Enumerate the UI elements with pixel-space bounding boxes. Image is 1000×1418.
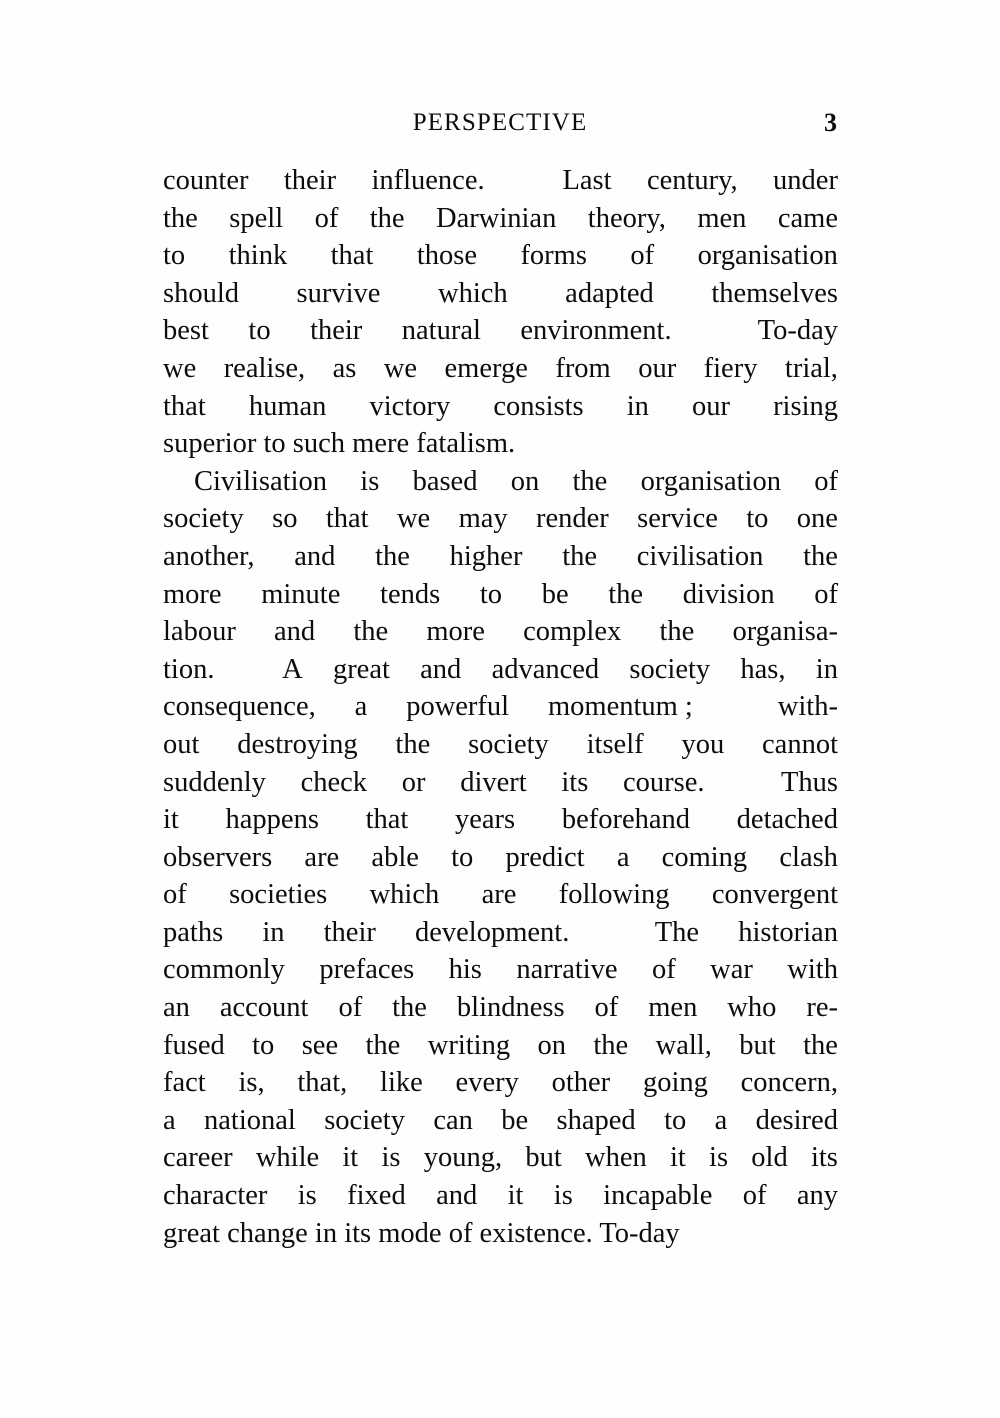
text-word: young, xyxy=(423,1142,503,1174)
text-word: the xyxy=(803,1029,838,1061)
text-word: from xyxy=(555,352,611,384)
text-word: course. xyxy=(622,766,705,798)
text-word: has, xyxy=(740,653,786,685)
text-word: society xyxy=(163,503,244,535)
text-word: that xyxy=(325,503,369,535)
text-word: destroying xyxy=(237,728,358,760)
text-word: men xyxy=(648,992,698,1024)
text-line xyxy=(163,350,838,388)
text-word: to xyxy=(248,315,271,347)
text-word: forms xyxy=(520,240,587,272)
text-line xyxy=(163,500,838,538)
text-word: Darwinian xyxy=(436,202,557,234)
text-word: trial, xyxy=(784,352,838,384)
text-word: going xyxy=(642,1067,708,1099)
text-word: on xyxy=(510,465,540,497)
text-line xyxy=(163,312,838,350)
text-word: the xyxy=(392,992,427,1024)
text-word: national xyxy=(204,1104,296,1136)
text-word: the xyxy=(572,465,608,497)
text-word: tends xyxy=(380,578,441,610)
text-word: Civilisation xyxy=(194,465,328,497)
text-word: and xyxy=(436,1180,478,1212)
text-word: Thus xyxy=(781,766,838,798)
text-word: render xyxy=(536,503,609,535)
text-word: their xyxy=(283,165,337,196)
text-word: of xyxy=(314,202,339,234)
text-word: of xyxy=(594,992,619,1024)
text-word: or xyxy=(401,766,426,798)
text-line xyxy=(163,613,838,651)
text-word: we xyxy=(163,352,197,384)
text-line xyxy=(163,1177,838,1215)
text-word: development. xyxy=(415,916,570,948)
text-word: that, xyxy=(297,1067,348,1099)
text-word: the xyxy=(369,202,405,234)
text-word: The xyxy=(654,916,700,948)
text-word: to xyxy=(451,841,474,873)
text-word: are xyxy=(481,879,517,911)
text-word: century, xyxy=(646,165,738,196)
text-word: service xyxy=(637,503,718,535)
text-word: any xyxy=(796,1180,838,1212)
text-word: we xyxy=(396,503,431,535)
text-word: higher xyxy=(449,540,523,572)
text-word: it xyxy=(507,1180,524,1212)
running-head xyxy=(163,108,837,140)
text-word xyxy=(711,312,718,350)
text-word: so xyxy=(272,503,298,535)
text-word: more xyxy=(163,578,222,610)
text-word: another, xyxy=(163,540,255,572)
text-word: it xyxy=(342,1142,359,1174)
text-word: consequence, xyxy=(163,691,316,723)
text-word: predict xyxy=(505,841,585,873)
text-word: coming xyxy=(661,841,748,873)
text-word: organisa- xyxy=(732,616,838,648)
text-word: of xyxy=(652,954,676,986)
text-word: detached xyxy=(736,804,838,836)
text-word: are xyxy=(304,841,340,873)
text-word: the xyxy=(608,578,644,610)
text-word: its xyxy=(561,766,589,798)
text-word: to xyxy=(252,1029,275,1061)
text-word: fact xyxy=(163,1067,206,1099)
text-word: to xyxy=(163,240,186,272)
text-word: and xyxy=(274,616,316,648)
running-head-title: PERSPECTIVE xyxy=(412,109,588,136)
text-word: that xyxy=(365,804,409,836)
text-line xyxy=(163,237,838,275)
text-word: society xyxy=(324,1104,405,1136)
text-word: consists xyxy=(493,390,584,422)
text-word: those xyxy=(416,240,477,272)
text-word: momentum ; xyxy=(547,691,693,723)
text-word: like xyxy=(380,1067,423,1099)
text-word: the xyxy=(803,540,838,572)
text-word: the xyxy=(163,202,198,234)
text-word: men xyxy=(697,202,747,234)
text-line xyxy=(163,388,838,426)
text-word: one xyxy=(796,503,838,535)
text-word: years xyxy=(455,804,516,836)
text-word: organisation xyxy=(697,240,838,272)
text-word: counter xyxy=(163,165,249,196)
text-line xyxy=(163,1139,838,1177)
text-line xyxy=(163,688,838,726)
text-word xyxy=(245,651,252,689)
text-word: when xyxy=(584,1142,647,1174)
text-word: can xyxy=(433,1104,473,1136)
text-word: that xyxy=(330,240,374,272)
text-word: spell xyxy=(229,202,284,234)
text-word: their xyxy=(310,315,363,347)
text-word: out xyxy=(163,728,200,760)
text-word: of xyxy=(630,240,655,272)
text-line xyxy=(163,200,838,238)
text-word: survive xyxy=(296,277,381,309)
text-line xyxy=(163,651,838,689)
text-word: who xyxy=(727,992,777,1024)
text-word: suddenly xyxy=(163,766,266,798)
text-word: happens xyxy=(225,804,319,836)
text-word: the xyxy=(593,1029,629,1061)
text-word: tion. xyxy=(163,653,215,685)
text-word: of xyxy=(338,992,363,1024)
text-word: able xyxy=(371,841,419,873)
text-word: the xyxy=(353,616,389,648)
text-word: more xyxy=(426,616,485,648)
text-word: labour xyxy=(163,616,236,648)
text-word: writing xyxy=(427,1029,511,1061)
text-word: every xyxy=(455,1067,519,1099)
text-word: is xyxy=(297,1180,317,1212)
text-word: natural xyxy=(401,315,481,347)
text-word: rising xyxy=(773,390,838,422)
text-word: while xyxy=(255,1142,320,1174)
text-line xyxy=(163,463,838,501)
body-text-block xyxy=(163,162,838,1252)
text-line xyxy=(163,275,838,313)
text-word: To-day xyxy=(757,315,838,347)
text-line xyxy=(163,914,838,952)
text-line xyxy=(163,839,838,877)
text-word: old xyxy=(751,1142,788,1174)
text-word: fused xyxy=(163,1029,225,1061)
text-word: to xyxy=(479,578,503,610)
text-line xyxy=(163,764,838,802)
text-word: with- xyxy=(777,691,838,723)
text-word: influence. xyxy=(371,165,485,196)
text-word: a xyxy=(616,841,630,873)
text-word: our xyxy=(638,352,677,384)
text-word: in xyxy=(815,653,838,685)
text-word: of xyxy=(814,465,838,497)
text-word: character xyxy=(163,1180,268,1212)
text-word: under xyxy=(773,165,838,196)
text-word xyxy=(608,914,615,952)
text-word: of xyxy=(814,578,838,610)
text-word: following xyxy=(558,879,670,911)
text-word: war xyxy=(710,954,753,986)
text-word: other xyxy=(551,1067,611,1099)
text-word: career xyxy=(163,1142,233,1174)
page-number: 3 xyxy=(824,108,837,137)
text-word: which xyxy=(369,879,440,911)
text-word: a xyxy=(714,1104,728,1136)
text-word: our xyxy=(691,390,730,422)
text-word: you xyxy=(681,728,725,760)
text-word: societies xyxy=(229,879,328,911)
text-word: advanced xyxy=(491,653,600,685)
text-word: adapted xyxy=(565,277,654,309)
text-word: is, xyxy=(238,1067,265,1099)
text-word: the xyxy=(375,540,410,572)
text-word: blindness xyxy=(456,992,565,1024)
text-line xyxy=(163,801,838,839)
text-word: to xyxy=(746,503,769,535)
text-word: A xyxy=(282,653,303,685)
text-word: which xyxy=(437,277,508,309)
text-word: victory xyxy=(369,390,451,422)
text-word: we xyxy=(383,352,418,384)
text-word: and xyxy=(420,653,462,685)
text-word: theory, xyxy=(587,202,666,234)
text-line xyxy=(163,1102,838,1140)
text-word: in xyxy=(262,916,285,948)
text-word: the xyxy=(562,540,598,572)
text-word: itself xyxy=(586,728,644,760)
text-word: emerge xyxy=(444,352,528,384)
text-word: with xyxy=(787,954,838,986)
text-word: powerful xyxy=(406,691,510,723)
text-word: civilisation xyxy=(636,540,764,572)
text-word: based xyxy=(412,465,478,497)
text-word: is xyxy=(553,1180,573,1212)
text-word: society xyxy=(468,728,549,760)
text-word: fixed xyxy=(347,1180,406,1212)
text-line xyxy=(163,576,838,614)
text-word: realise, xyxy=(223,352,306,384)
text-word: environment. xyxy=(520,315,672,347)
text-word: cannot xyxy=(762,728,838,760)
text-word: account xyxy=(219,992,309,1024)
text-word: a xyxy=(354,691,368,723)
text-word: but xyxy=(739,1029,776,1061)
text-word: incapable xyxy=(603,1180,713,1212)
text-line xyxy=(163,951,838,989)
text-word: human xyxy=(248,390,327,422)
text-word: organisation xyxy=(640,465,781,497)
text-word: best xyxy=(163,315,209,347)
text-word: check xyxy=(300,766,368,798)
text-word: minute xyxy=(261,578,341,610)
text-word: themselves xyxy=(711,277,838,309)
text-word: but xyxy=(525,1142,562,1174)
text-line xyxy=(163,162,838,200)
text-word: is xyxy=(381,1142,401,1174)
text-word: a xyxy=(163,1104,176,1136)
text-word: think xyxy=(228,240,288,272)
text-word: prefaces xyxy=(319,954,415,986)
text-word: division xyxy=(682,578,775,610)
text-word: divert xyxy=(460,766,527,798)
text-word: may xyxy=(458,503,508,535)
text-word: it xyxy=(669,1142,686,1174)
text-word: clash xyxy=(779,841,838,873)
text-word: wall, xyxy=(655,1029,712,1061)
text-word: shaped xyxy=(556,1104,636,1136)
text-word: complex xyxy=(523,616,622,648)
text-line: great change in its mode of existence. To-day xyxy=(163,1217,680,1249)
text-word: convergent xyxy=(711,879,838,911)
text-word xyxy=(732,688,739,726)
text-line xyxy=(163,726,838,764)
text-word: the xyxy=(365,1029,401,1061)
text-word: historian xyxy=(738,916,838,948)
text-word: that xyxy=(163,390,206,422)
text-word: of xyxy=(163,879,187,911)
text-word: be xyxy=(501,1104,529,1136)
text-word: it xyxy=(163,804,179,836)
text-word: concern, xyxy=(740,1067,838,1099)
text-word: of xyxy=(742,1180,767,1212)
text-word: the xyxy=(659,616,695,648)
text-line: superior to such mere fatalism. xyxy=(163,428,516,460)
text-word: narrative xyxy=(516,954,618,986)
text-line xyxy=(163,1027,838,1065)
text-word: great xyxy=(332,653,390,685)
text-word: should xyxy=(163,277,240,309)
text-word: desired xyxy=(755,1104,838,1136)
text-word: an xyxy=(163,992,190,1024)
text-word: on xyxy=(537,1029,566,1061)
text-word: see xyxy=(301,1029,339,1061)
text-word xyxy=(520,162,527,200)
text-line xyxy=(163,538,838,576)
text-word: to xyxy=(664,1104,687,1136)
text-word: as xyxy=(332,352,357,384)
text-word: its xyxy=(810,1142,838,1174)
text-line xyxy=(163,989,838,1027)
text-word: is xyxy=(360,465,380,497)
text-word: the xyxy=(395,728,431,760)
text-word: their xyxy=(323,916,376,948)
text-word: society xyxy=(629,653,711,685)
text-word: is xyxy=(709,1142,729,1174)
text-word xyxy=(739,764,746,802)
text-word: came xyxy=(777,202,838,234)
text-word: observers xyxy=(163,841,273,873)
text-word: Last xyxy=(562,165,612,196)
text-word: beforehand xyxy=(561,804,690,836)
text-word: in xyxy=(626,390,649,422)
text-word: be xyxy=(541,578,569,610)
text-word: and xyxy=(294,540,336,572)
text-word: fiery xyxy=(703,352,758,384)
text-word: commonly xyxy=(163,954,285,986)
text-word: re- xyxy=(806,992,838,1024)
text-line xyxy=(163,876,838,914)
text-line xyxy=(163,1064,838,1102)
text-word: paths xyxy=(163,916,224,948)
text-word: his xyxy=(448,954,482,986)
